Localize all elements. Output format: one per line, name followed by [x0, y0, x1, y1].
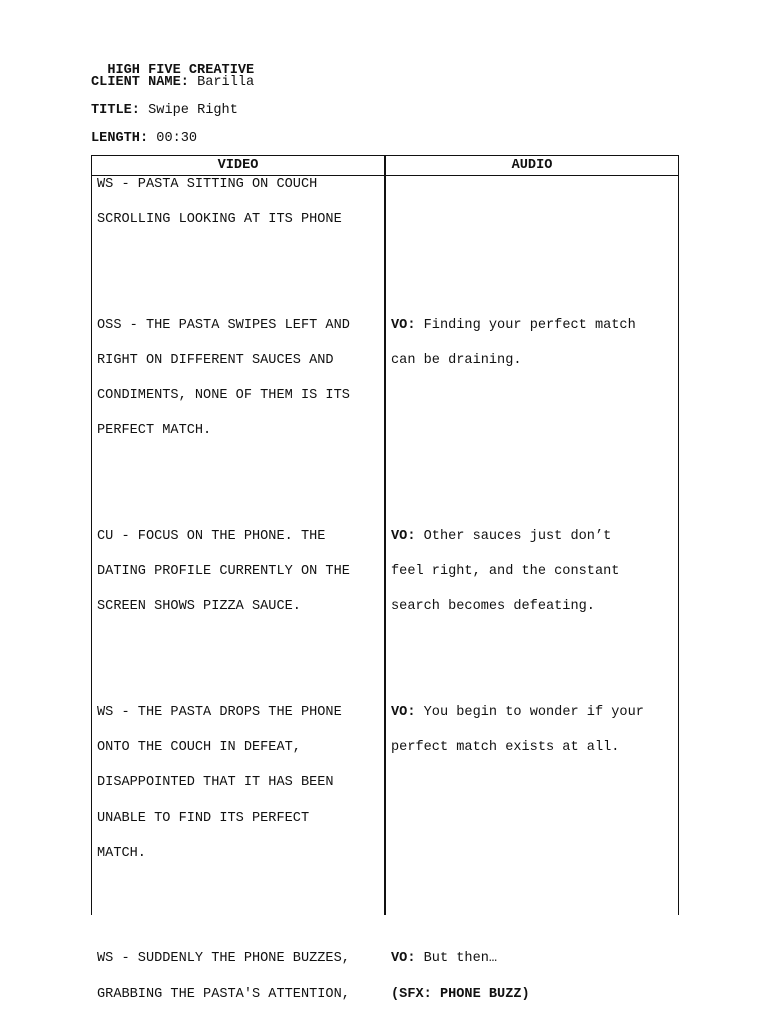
- audio-cell-line: [391, 529, 611, 545]
- table-left-border: [91, 155, 92, 915]
- audio-cell-line: [391, 740, 619, 756]
- video-cell-line: CU - FOCUS ON THE PHONE. THE: [97, 529, 326, 544]
- audio-cell-line: [391, 564, 619, 580]
- video-cell-line: WS - SUDDENLY THE PHONE BUZZES,: [97, 951, 350, 967]
- video-cell-line: WS - THE PASTA DROPS THE PHONE: [97, 705, 342, 720]
- video-cell-line: PERFECT MATCH.: [97, 423, 212, 439]
- audio-cell-line: [391, 951, 497, 967]
- audio-speaker-label: VO:: [391, 951, 416, 967]
- video-cell-line: RIGHT ON DIFFERENT SAUCES AND: [97, 353, 334, 368]
- audio-line-text: You begin to wonder if your: [415, 705, 644, 720]
- length-value: 00:30: [156, 131, 198, 146]
- audio-cell-line: [391, 705, 644, 721]
- company-name-text: HIGH FIVE CREATIVE: [107, 63, 255, 78]
- script-table: [91, 155, 679, 1002]
- client-name-label: CLIENT NAME:: [91, 75, 189, 90]
- video-cell-line: WS - PASTA SITTING ON COUCH: [97, 177, 318, 192]
- length-label: LENGTH:: [91, 131, 149, 146]
- audio-line-text: perfect match exists at all.: [391, 740, 620, 756]
- video-cell-line: UNABLE TO FIND ITS PERFECT: [97, 810, 310, 826]
- title-value: Swipe Right: [148, 103, 238, 118]
- length-line: [91, 131, 197, 147]
- title-label: TITLE:: [91, 103, 140, 118]
- table-column-divider: [384, 155, 386, 915]
- audio-speaker-label: VO:: [391, 529, 416, 544]
- audio-cell-line: [391, 599, 595, 615]
- audio-speaker-label: VO:: [391, 705, 416, 720]
- video-cell-line: SCROLLING LOOKING AT ITS PHONE: [97, 212, 342, 228]
- audio-line-text: Finding your perfect match: [415, 317, 636, 333]
- video-cell-line: GRABBING THE PASTA'S ATTENTION,: [97, 986, 350, 1002]
- video-cell-line: MATCH.: [97, 845, 146, 861]
- audio-column-header: AUDIO: [511, 158, 553, 173]
- audio-speaker-label: (SFX: PHONE BUZZ): [391, 986, 530, 1002]
- audio-line-text: Other sauces just don’t: [415, 529, 612, 544]
- audio-line-text: But then…: [415, 951, 498, 967]
- title-line: [91, 103, 238, 119]
- table-right-border: [678, 155, 679, 915]
- client-name-line: [91, 75, 254, 91]
- audio-speaker-label: VO:: [391, 317, 416, 333]
- audio-cell-line: [391, 353, 522, 369]
- audio-cell-line: [391, 987, 530, 1003]
- video-cell-line: OSS - THE PASTA SWIPES LEFT AND: [97, 317, 350, 333]
- video-column-header: VIDEO: [217, 158, 259, 173]
- video-cell-line: DATING PROFILE CURRENTLY ON THE: [97, 564, 350, 580]
- client-name-value: Barilla: [197, 75, 255, 90]
- audio-cell-line: [391, 318, 636, 334]
- video-cell-line: SCREEN SHOWS PIZZA SAUCE.: [97, 599, 301, 615]
- video-cell-line: CONDIMENTS, NONE OF THEM IS ITS: [97, 388, 350, 404]
- video-cell-line: ONTO THE COUCH IN DEFEAT,: [97, 740, 301, 756]
- video-cell-line: DISAPPOINTED THAT IT HAS BEEN: [97, 775, 334, 791]
- audio-line-text: feel right, and the constant: [391, 564, 620, 580]
- audio-line-text: can be draining.: [391, 353, 522, 368]
- audio-line-text: search becomes defeating.: [391, 599, 595, 615]
